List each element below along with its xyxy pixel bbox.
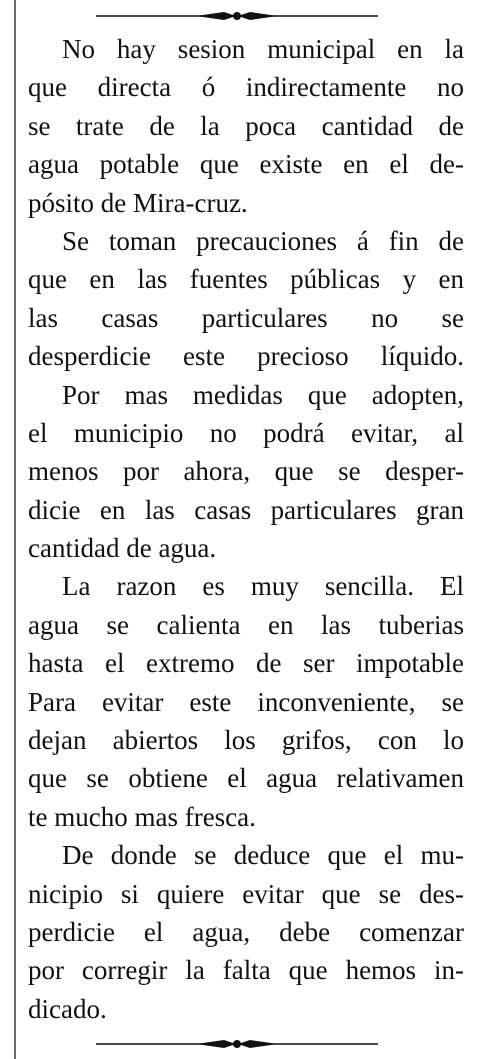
text-line: agua se calienta en las tuberias [28, 609, 464, 640]
text-line: pósito de Mira-cruz. [28, 187, 248, 218]
paragraph [28, 567, 464, 836]
column-rule [14, 0, 16, 1059]
text-line: cantidad de agua. [28, 533, 217, 564]
text-line: dejan abiertos los grifos, con lo [28, 725, 464, 756]
text-line: el municipio no podrá evitar, al [28, 417, 464, 448]
text-line: las casas particulares no se [28, 302, 464, 333]
top-ornament-divider [96, 6, 378, 26]
text-line: Por mas medidas que adopten, [62, 379, 464, 410]
text-line: se trate de la poca cantidad de [28, 110, 464, 141]
paragraph [28, 222, 464, 376]
text-line: No hay sesion municipal en la [62, 34, 464, 64]
text-line: De donde se deduce que el mu- [62, 840, 464, 871]
bottom-ornament-divider [96, 1034, 378, 1054]
text-line: hasta el extremo de ser impotable [28, 648, 464, 679]
text-line: menos por ahora, que se desper- [28, 456, 464, 487]
text-line: Se toman precauciones á fin de [62, 225, 464, 256]
text-line: nicipio si quiere evitar que se des- [28, 878, 464, 909]
text-line: La razon es muy sencilla. El [62, 571, 464, 602]
article-body [28, 30, 464, 1028]
text-line: perdicie el agua, debe comenzar [28, 916, 464, 947]
text-line: dicado. [28, 993, 107, 1024]
text-line: que en las fuentes públicas y en [28, 264, 464, 295]
text-line: que se obtiene el agua relativamen [28, 763, 464, 794]
text-line: que directa ó indirectamente no [28, 72, 464, 103]
text-line: por corregir la falta que hemos in- [28, 955, 464, 986]
text-line: desperdicie este precioso líquido. [28, 341, 464, 372]
paragraph [28, 836, 464, 1028]
text-line: Para evitar este inconveniente, se [28, 686, 464, 717]
paragraph [28, 376, 464, 568]
text-line: dicie en las casas particulares gran [28, 494, 464, 525]
text-line: te mucho mas fresca. [28, 801, 256, 832]
text-line: agua potable que existe en el de- [28, 149, 464, 180]
paragraph [28, 30, 464, 222]
